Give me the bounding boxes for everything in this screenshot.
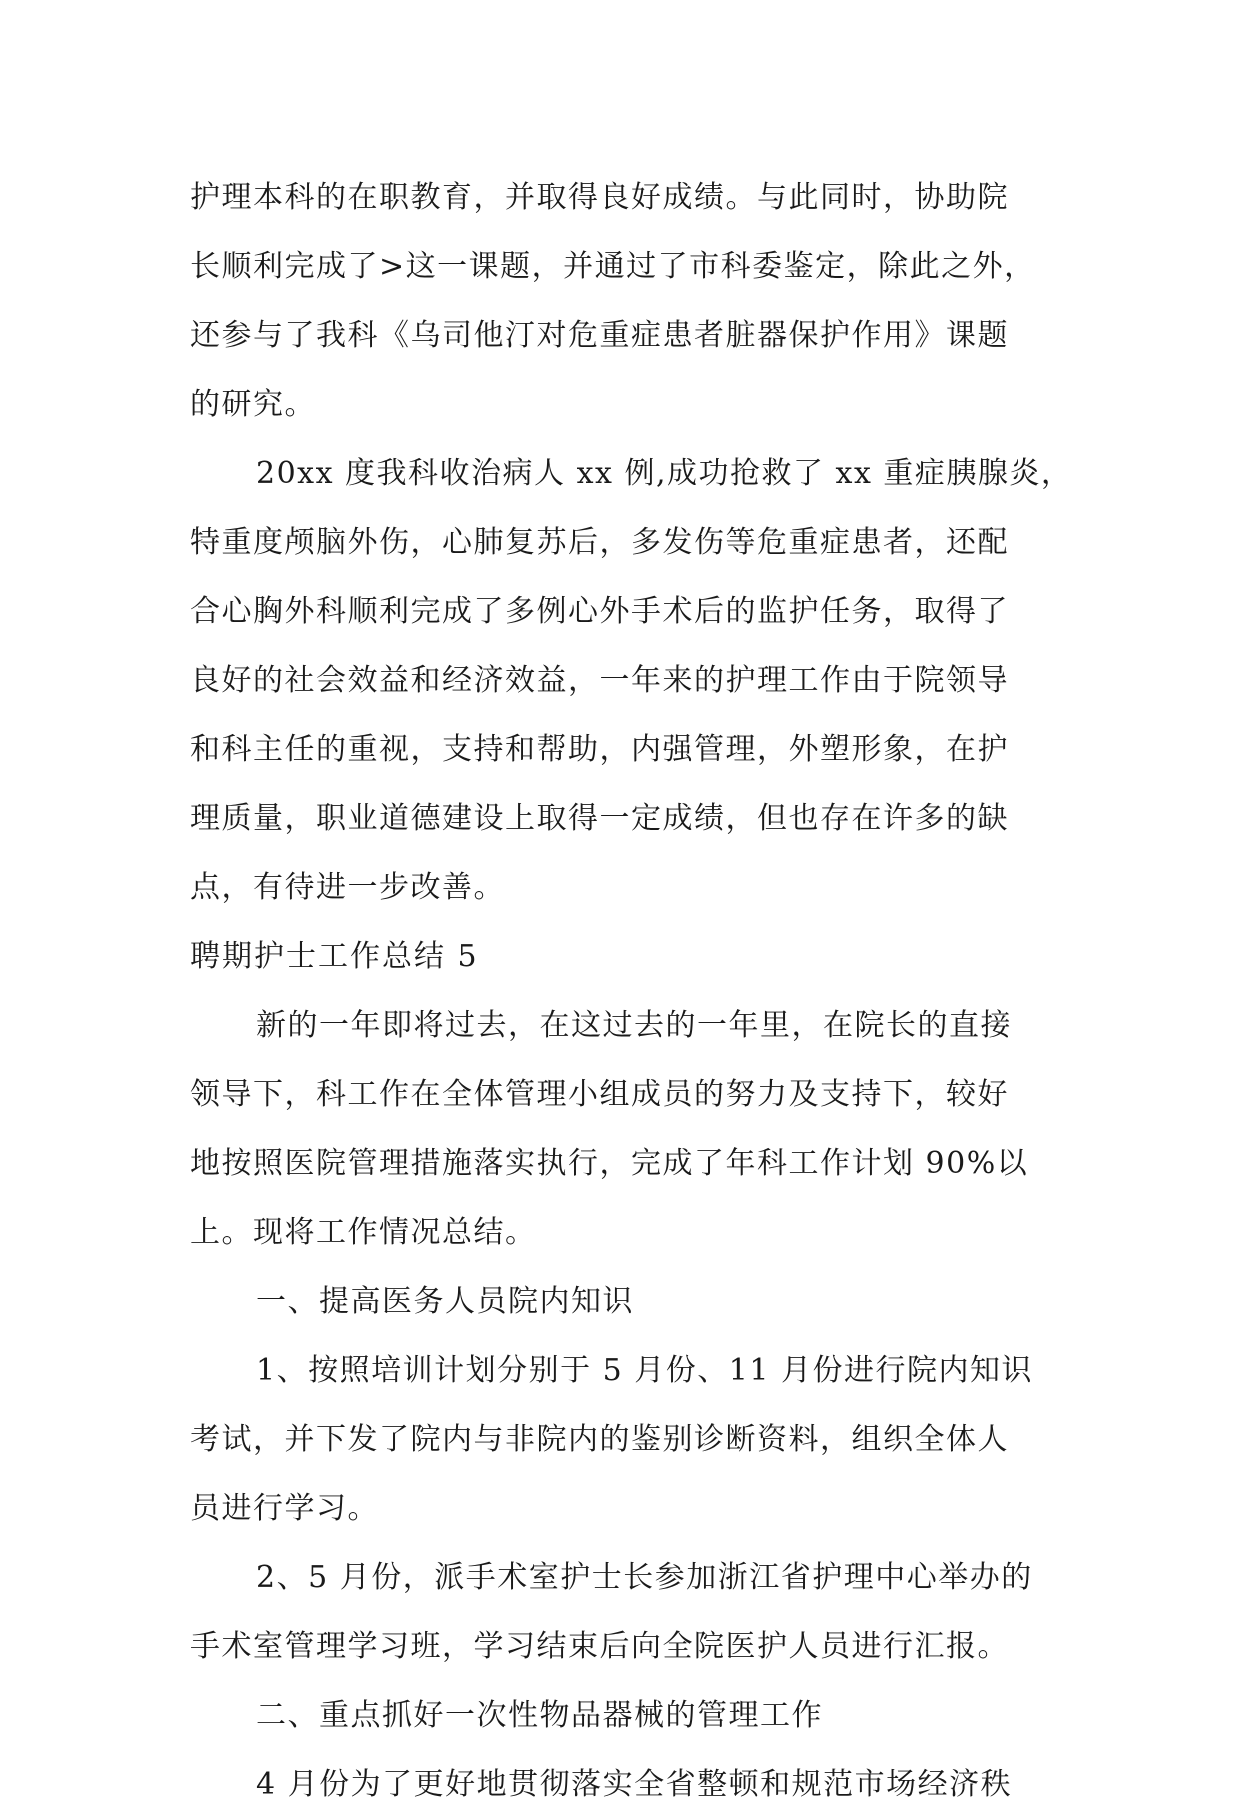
text-line: 点，有待进一步改善。	[190, 870, 505, 905]
subsection-heading: 二、重点抓好一次性物品器械的管理工作	[256, 1698, 823, 1733]
section-heading: 聘期护士工作总结 5	[190, 939, 479, 974]
text-line: 员进行学习。	[190, 1491, 379, 1526]
text-line: 的研究。	[190, 387, 316, 422]
subsection-heading: 一、提高医务人员院内知识	[256, 1284, 634, 1319]
document-body	[190, 163, 1073, 1819]
text-line: 长顺利完成了>这一课题，并通过了市科委鉴定，除此之外，	[190, 249, 1036, 284]
text-line: 合心胸外科顺利完成了多例心外手术后的监护任务，取得了	[190, 594, 1009, 629]
text-line: 特重度颅脑外伤，心肺复苏后，多发伤等危重症患者，还配	[190, 525, 1009, 560]
text-line: 地按照医院管理措施落实执行，完成了年科工作计划 90%以	[190, 1146, 1029, 1181]
text-line: 良好的社会效益和经济效益，一年来的护理工作由于院领导	[190, 663, 1009, 698]
text-line: 1、按照培训计划分别于 5 月份、11 月份进行院内知识	[256, 1353, 1033, 1388]
text-line: 上。现将工作情况总结。	[190, 1215, 537, 1250]
text-line: 考试，并下发了院内与非院内的鉴别诊断资料，组织全体人	[190, 1422, 1009, 1457]
text-line: 20xx 度我科收治病人 xx 例,成功抢救了 xx 重症胰腺炎，	[256, 456, 1073, 491]
text-line: 4 月份为了更好地贯彻落实全省整顿和规范市场经济秩	[256, 1767, 1013, 1802]
text-line: 护理本科的在职教育，并取得良好成绩。与此同时，协助院	[190, 180, 1009, 215]
text-line: 新的一年即将过去，在这过去的一年里，在院长的直接	[256, 1008, 1012, 1043]
text-line: 2、5 月份，派手术室护士长参加浙江省护理中心举办的	[256, 1560, 1033, 1595]
text-line: 领导下，科工作在全体管理小组成员的努力及支持下，较好	[190, 1077, 1009, 1112]
text-line: 还参与了我科《乌司他汀对危重症患者脏器保护作用》课题	[190, 318, 1009, 353]
text-line: 手术室管理学习班，学习结束后向全院医护人员进行汇报。	[190, 1629, 1009, 1664]
text-line: 理质量，职业道德建设上取得一定成绩，但也存在许多的缺	[190, 801, 1009, 836]
text-line: 和科主任的重视，支持和帮助，内强管理，外塑形象，在护	[190, 732, 1009, 767]
